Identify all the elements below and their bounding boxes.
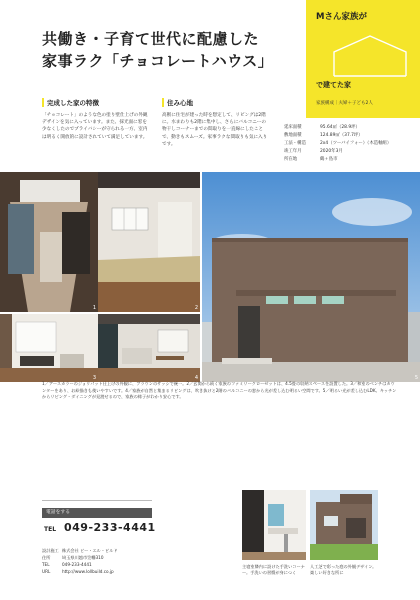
divider — [42, 500, 152, 501]
spec-value: 2020年3月 — [320, 149, 343, 154]
company-value: 埼玉県川越市笠幡310 — [62, 555, 104, 560]
company-row — [42, 548, 192, 554]
company-key: URL — [42, 569, 51, 574]
thumb-caption: 主寝室隣内に設けた手洗いコーナー。手洗いの習慣が身につく — [242, 564, 305, 576]
spec-row — [284, 156, 414, 162]
spec-key: 所在地 — [284, 157, 298, 162]
company-row — [42, 569, 192, 574]
thumb-garden — [310, 490, 378, 560]
photo-living — [0, 314, 98, 382]
spec-row — [284, 124, 414, 130]
spec-row — [284, 132, 414, 138]
company-key: 設計施工 — [42, 548, 59, 553]
comfort-title: 住み心地 — [162, 98, 193, 107]
features-title: 完成した家の特徴 — [42, 98, 99, 107]
spec-key: 延床面積 — [284, 125, 302, 130]
photo-exterior — [202, 172, 420, 382]
company-value[interactable]: http://www.lollbuild.co.jp — [62, 569, 114, 574]
thumb-caption: 人工芝で彩った庭の外観デザイン。楽しい好きな所に — [310, 564, 377, 576]
company-row — [42, 555, 192, 561]
photo-caption: 1／アースカラーのジョリパット仕上げの外観に、ブラウンのサッシで統一。2／玄関から続く家族のファミリークローゼットは、4.5畳の収納スペースを設置した。3／和室のベンチはカウンターをあり、お絵描きも使いやすいです。4／家族が自然と集まるリビングは、吹き抜けと2階のバルコニーの窓から光が差し込む明るい空間です。5／明るい光が差し込むLDK。キッチンからリビング・ダイニングが見渡せるので、家族の様子がわかり安心です。 — [42, 381, 397, 400]
spec-row — [284, 140, 414, 146]
spec-key: 工法・構造 — [284, 141, 306, 146]
family-composition: 家族構成｜夫婦＋子ども2人 — [316, 101, 373, 106]
company-value: 株式会社 ピー・エル・ビルド — [62, 548, 118, 553]
handwash-image — [242, 490, 306, 560]
photo-number: 1 — [92, 305, 96, 311]
living-image — [0, 314, 98, 382]
company-key: TEL — [42, 562, 50, 567]
spec-value: 124.89㎡（37.7坪） — [320, 133, 363, 138]
headline-line-2: 家事ラク「チョコレートハウス」 — [42, 52, 274, 70]
company-key: 住所 — [42, 555, 51, 560]
photo-number: 5 — [414, 375, 418, 381]
kitchen-image — [98, 314, 200, 382]
spec-value: 2x4（ツーバイフォー）（木造軸組） — [320, 141, 392, 146]
hallway-image — [0, 172, 98, 312]
thumb-handwash — [242, 490, 306, 560]
features-body: 「チョコレート」のような色の塗り壁仕上げの外観デザインを気に入っています。また、採光面に窓を少なくしたのでプライバシーが守られる一方、室内は明るく開放的に設計されていて満足しています。 — [42, 113, 148, 140]
garden-image — [310, 490, 378, 560]
tel-label: TEL — [44, 526, 57, 533]
photo-kitchen — [98, 314, 200, 382]
spec-key: 竣工年月 — [284, 149, 302, 154]
phone-label: 電話をする — [42, 508, 152, 518]
photo-number: 4 — [194, 375, 198, 381]
family-tag-built: で建てた家 — [316, 81, 351, 89]
headline-line-1: 共働き・子育て世代に配慮した — [42, 30, 260, 48]
spec-row — [284, 148, 414, 154]
exterior-image — [202, 172, 420, 382]
spec-value: 鶴ヶ島市 — [320, 157, 338, 162]
photo-number: 3 — [92, 375, 96, 381]
company-value: 049-233-4441 — [62, 562, 92, 567]
spec-value: 95.64㎡（28.9坪） — [320, 125, 360, 130]
house-outline-icon — [330, 32, 410, 78]
photo-tatami-room — [98, 172, 200, 312]
spec-key: 敷地面積 — [284, 133, 302, 138]
tel-number[interactable]: 049-233-4441 — [64, 521, 156, 534]
headline — [42, 28, 292, 72]
tatami-image — [98, 172, 200, 312]
company-row — [42, 562, 192, 567]
photo-hallway — [0, 172, 98, 312]
family-tag-top: Mさん家族が — [316, 12, 367, 22]
photo-number: 2 — [194, 305, 198, 311]
comfort-body: 高断に住宅が建った時を想定して、リビングは2階に。水まわりも2階に集中し、さらにバルコニーの物干しコーナーまでの間取りを一直線にしたことで、動きもスムーズ。家事ラクな間取りも気に入りです。 — [162, 113, 268, 147]
